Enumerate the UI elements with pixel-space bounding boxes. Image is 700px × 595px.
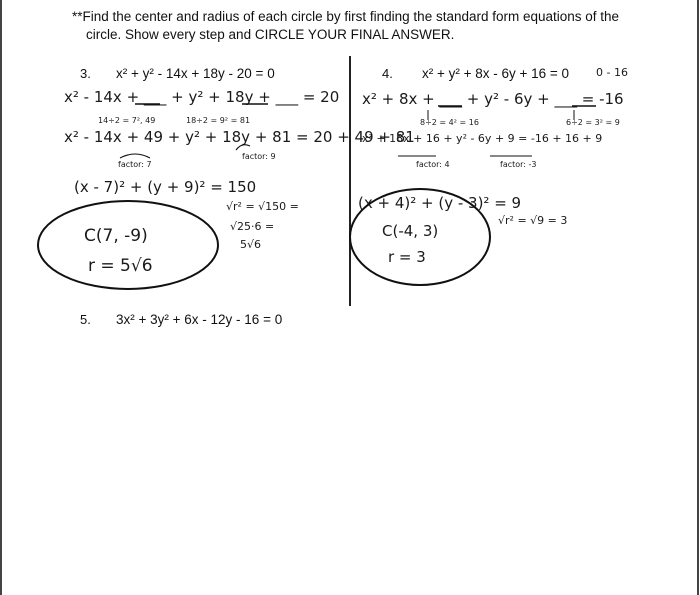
problem-4-factor-2: factor: -3 [500, 160, 537, 169]
problem-3-answer-radius: r = 5√6 [88, 256, 153, 276]
problem-4-answer-radius: r = 3 [388, 248, 426, 266]
problem-3-radical-1: √r² = √150 = [226, 200, 299, 213]
problem-4-step-2: x² + 18x + 16 + y² - 6y + 9 = -16 + 16 + 9 [362, 132, 603, 145]
problem-3-step-2: x² - 14x + 49 + y² + 18y + 81 = 20 + 49 + 81 [64, 128, 415, 146]
problem-4-step-1: x² + 8x + ___ + y² - 6y + ___ = -16 [362, 90, 624, 108]
problem-3-step-3: (x - 7)² + (y + 9)² = 150 [74, 178, 257, 196]
problem-3-factor-1: factor: 7 [118, 160, 152, 169]
problem-4-factor-1: factor: 4 [416, 160, 450, 169]
instructions-line-2: circle. Show every step and CIRCLE YOUR FINAL ANSWER. [86, 27, 455, 42]
problem-3-answer-center: C(7, -9) [84, 226, 148, 246]
problem-4-radius-calc: √r² = √9 = 3 [498, 214, 568, 227]
instructions-line-1: **Find the center and radius of each circle by first finding the standard form equations of the [72, 9, 620, 24]
problem-3-note-2: 18÷2 = 9² = 81 [186, 116, 251, 125]
problem-3-answer-circle [38, 201, 218, 289]
problem-5-equation: 3x² + 3y² + 6x - 12y - 16 = 0 [116, 312, 283, 327]
problem-4-equation: x² + y² + 8x - 6y + 16 = 0 [422, 66, 570, 81]
problem-3-note-1: 14÷2 = 7², 49 [98, 116, 156, 125]
problem-3-step-1: x² - 14x + ___ + y² + 18y + ___ = 20 [64, 88, 340, 106]
problem-4-answer-center: C(-4, 3) [382, 222, 439, 240]
problem-4-step-3: (x + 4)² + (y - 3)² = 9 [358, 194, 522, 212]
problem-3-factor-1-arrow [120, 154, 150, 158]
problem-5-number: 5. [80, 312, 91, 327]
problem-4-note-1: 8÷2 = 4² = 16 [420, 118, 479, 127]
problem-4-equation-markup: 0 - 16 [596, 66, 628, 79]
problem-3-equation: x² + y² - 14x + 18y - 20 = 0 [116, 66, 275, 81]
problem-4-answer-circle [350, 189, 490, 285]
problem-3-radical-2: √25·6 = [230, 220, 275, 233]
problem-3-number: 3. [80, 66, 91, 81]
problem-4-number: 4. [382, 66, 393, 81]
problem-3-factor-2: factor: 9 [242, 152, 276, 161]
problem-3-radical-3: 5√6 [240, 238, 262, 251]
problem-4-note-2: 6÷2 = 3² = 9 [566, 118, 620, 127]
problem-3-factor-2-arrow [236, 145, 250, 150]
